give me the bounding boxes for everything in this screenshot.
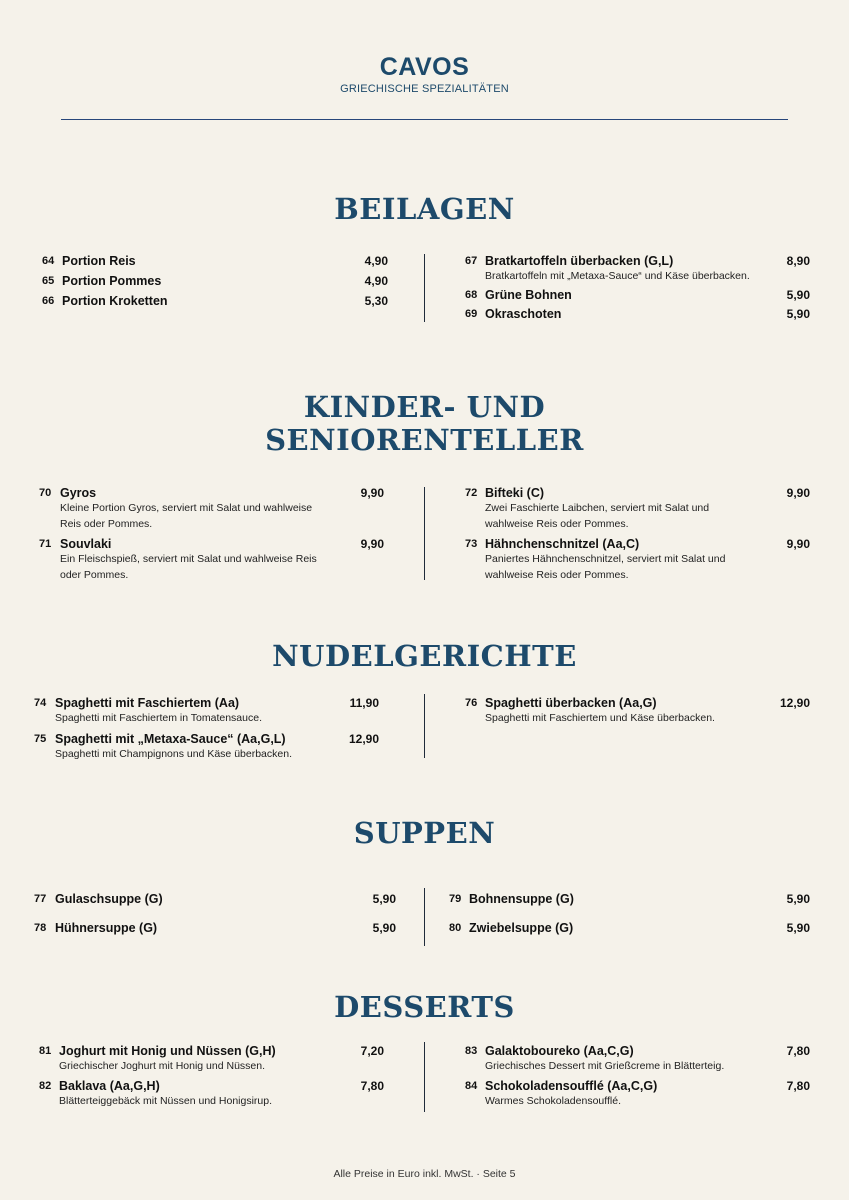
item-number: 80 xyxy=(449,922,462,934)
item-price: 5,90 xyxy=(786,288,810,302)
menu-item xyxy=(34,694,384,730)
suppen-left-column xyxy=(34,890,396,948)
item-price: 5,90 xyxy=(372,921,396,935)
item-price: 5,90 xyxy=(786,892,810,906)
menu-item xyxy=(39,484,389,535)
item-name: Portion Pommes xyxy=(62,274,162,288)
menu-item xyxy=(39,1042,385,1077)
menu-item xyxy=(449,919,811,948)
item-name: Spaghetti mit Faschiertem (Aa) xyxy=(55,696,240,710)
item-name: Baklava (Aa,G,H) xyxy=(59,1079,160,1093)
menu-item xyxy=(465,484,811,535)
section-title-kinder-line1: KINDER- UND xyxy=(303,390,546,424)
beilagen-right-column xyxy=(465,252,811,324)
item-price: 9,90 xyxy=(786,486,810,500)
section-title-suppen: SUPPEN xyxy=(353,816,496,850)
item-name: Spaghetti überbacken (Aa,G) xyxy=(485,696,657,710)
item-number: 68 xyxy=(465,289,478,301)
menu-item xyxy=(465,286,811,305)
desserts-left-column xyxy=(39,1042,385,1112)
restaurant-name: CAVOS xyxy=(379,53,470,81)
desserts-right-column xyxy=(465,1042,811,1112)
column-divider xyxy=(424,888,425,946)
item-name: Joghurt mit Honig und Nüssen (G,H) xyxy=(59,1044,276,1058)
item-description: Warmes Schokoladensoufflé. xyxy=(485,1095,621,1107)
section-title-nudelgerichte: NUDELGERICHTE xyxy=(272,639,577,673)
item-number: 70 xyxy=(39,487,52,499)
description-line: Paniertes Hähnchenschnitzel, serviert mit Salat und xyxy=(485,553,726,565)
menu-item xyxy=(34,730,384,766)
kinder-right-column xyxy=(465,484,811,586)
menu-item xyxy=(465,1042,811,1077)
item-price: 5,90 xyxy=(786,921,810,935)
menu-item xyxy=(42,292,390,312)
item-price: 7,80 xyxy=(786,1079,810,1093)
column-divider xyxy=(424,694,425,758)
menu-item xyxy=(39,535,389,586)
item-price: 12,90 xyxy=(348,732,379,746)
menu-item xyxy=(42,252,390,272)
description-line: Kleine Portion Gyros, serviert mit Salat und wahlweise xyxy=(60,502,313,514)
item-name: Zwiebelsuppe (G) xyxy=(469,921,574,935)
item-description xyxy=(485,501,775,532)
item-number: 69 xyxy=(465,308,478,320)
item-price: 7,80 xyxy=(360,1079,384,1093)
menu-item xyxy=(34,890,396,919)
item-number: 77 xyxy=(34,893,47,905)
item-name: Souvlaki xyxy=(60,537,112,551)
item-number: 71 xyxy=(39,538,52,550)
item-description: Spaghetti mit Faschiertem in Tomatensauce. xyxy=(55,712,262,724)
item-number: 79 xyxy=(449,893,462,905)
item-name: Galaktoboureko (Aa,C,G) xyxy=(485,1044,634,1058)
item-name: Bifteki (C) xyxy=(485,486,545,500)
column-divider xyxy=(424,1042,425,1112)
item-name: Bratkartoffeln überbacken (G,L) xyxy=(485,254,674,268)
item-number: 75 xyxy=(34,733,47,745)
item-price: 5,90 xyxy=(372,892,396,906)
section-title-kinder-line2: SENIORENTELLER xyxy=(265,423,584,457)
item-name: Hähnchenschnitzel (Aa,C) xyxy=(485,537,640,551)
item-price: 7,80 xyxy=(786,1044,810,1058)
column-divider xyxy=(424,254,425,322)
item-description: Bratkartoffeln mit „Metaxa-Sauce“ und Käse überbacken. xyxy=(485,270,750,282)
item-price: 11,90 xyxy=(349,696,379,710)
item-number: 83 xyxy=(465,1045,478,1057)
item-price: 4,90 xyxy=(364,254,388,268)
item-number: 74 xyxy=(34,697,47,709)
column-divider xyxy=(424,487,425,580)
item-name: Gulaschsuppe (G) xyxy=(55,892,163,906)
item-number: 82 xyxy=(39,1080,52,1092)
item-price: 5,30 xyxy=(364,294,388,308)
menu-item xyxy=(39,1077,385,1112)
description-line: Ein Fleischspieß, serviert mit Salat und wahlweise Reis xyxy=(60,553,317,565)
item-number: 78 xyxy=(34,922,47,934)
item-description xyxy=(60,552,350,583)
item-number: 73 xyxy=(465,538,478,550)
menu-item xyxy=(465,1077,811,1112)
description-line: wahlweise Reis oder Pommes. xyxy=(485,517,629,530)
menu-item xyxy=(465,305,811,324)
suppen-right-column xyxy=(449,890,811,948)
menu-item xyxy=(42,272,390,292)
item-name: Portion Reis xyxy=(62,254,136,268)
menu-item xyxy=(465,252,811,286)
item-price: 12,90 xyxy=(779,696,810,710)
page-footer: Alle Preise in Euro inkl. MwSt. · Seite 5 xyxy=(333,1168,516,1180)
item-description: Spaghetti mit Champignons und Käse überbacken. xyxy=(55,748,292,760)
menu-item xyxy=(465,694,811,730)
item-number: 72 xyxy=(465,487,478,499)
item-price: 5,90 xyxy=(786,307,810,321)
item-description: Griechisches Dessert mit Grießcreme in Blätterteig. xyxy=(485,1060,725,1072)
item-price: 9,90 xyxy=(786,537,810,551)
nudel-right-column xyxy=(465,694,811,730)
item-number: 66 xyxy=(42,295,55,307)
description-line: wahlweise Reis oder Pommes. xyxy=(485,568,629,581)
beilagen-left-column xyxy=(42,252,390,312)
item-name: Okraschoten xyxy=(485,307,562,321)
item-description: Griechischer Joghurt mit Honig und Nüssen. xyxy=(59,1060,266,1072)
menu-item xyxy=(34,919,396,948)
item-name: Bohnensuppe (G) xyxy=(469,892,574,906)
nudel-left-column xyxy=(34,694,384,766)
item-price: 9,90 xyxy=(360,537,384,551)
section-title-beilagen: BEILAGEN xyxy=(334,192,515,226)
item-description: Blätterteiggebäck mit Nüssen und Honigsirup. xyxy=(59,1095,273,1107)
menu-item xyxy=(449,890,811,919)
item-name: Spaghetti mit „Metaxa-Sauce“ (Aa,G,L) xyxy=(55,732,286,746)
item-name: Gyros xyxy=(60,486,97,500)
description-line: Reis oder Pommes. xyxy=(60,517,153,530)
item-price: 8,90 xyxy=(786,254,810,268)
item-number: 64 xyxy=(42,255,55,267)
item-number: 65 xyxy=(42,275,55,287)
item-name: Portion Kroketten xyxy=(62,294,168,308)
item-number: 81 xyxy=(39,1045,52,1057)
item-price: 4,90 xyxy=(364,274,388,288)
item-name: Schokoladensoufflé (Aa,C,G) xyxy=(485,1079,658,1093)
item-name: Hühnersuppe (G) xyxy=(55,921,158,935)
description-line: Zwei Faschierte Laibchen, serviert mit Salat und xyxy=(485,502,710,514)
item-description xyxy=(485,552,775,583)
item-price: 9,90 xyxy=(360,486,384,500)
item-name: Grüne Bohnen xyxy=(485,288,572,302)
item-number: 67 xyxy=(465,255,478,267)
kinder-left-column xyxy=(39,484,389,586)
item-price: 7,20 xyxy=(360,1044,384,1058)
restaurant-subtitle: GRIECHISCHE SPEZIALITÄTEN xyxy=(340,83,509,95)
section-title-desserts: DESSERTS xyxy=(334,990,515,1024)
menu-item xyxy=(465,535,811,586)
menu-header xyxy=(0,52,849,95)
item-description xyxy=(60,501,350,532)
description-line: oder Pommes. xyxy=(60,568,129,581)
header-divider xyxy=(61,119,788,120)
item-number: 76 xyxy=(465,697,478,709)
item-number: 84 xyxy=(465,1080,478,1092)
item-description: Spaghetti mit Faschiertem und Käse überbacken. xyxy=(485,712,715,724)
